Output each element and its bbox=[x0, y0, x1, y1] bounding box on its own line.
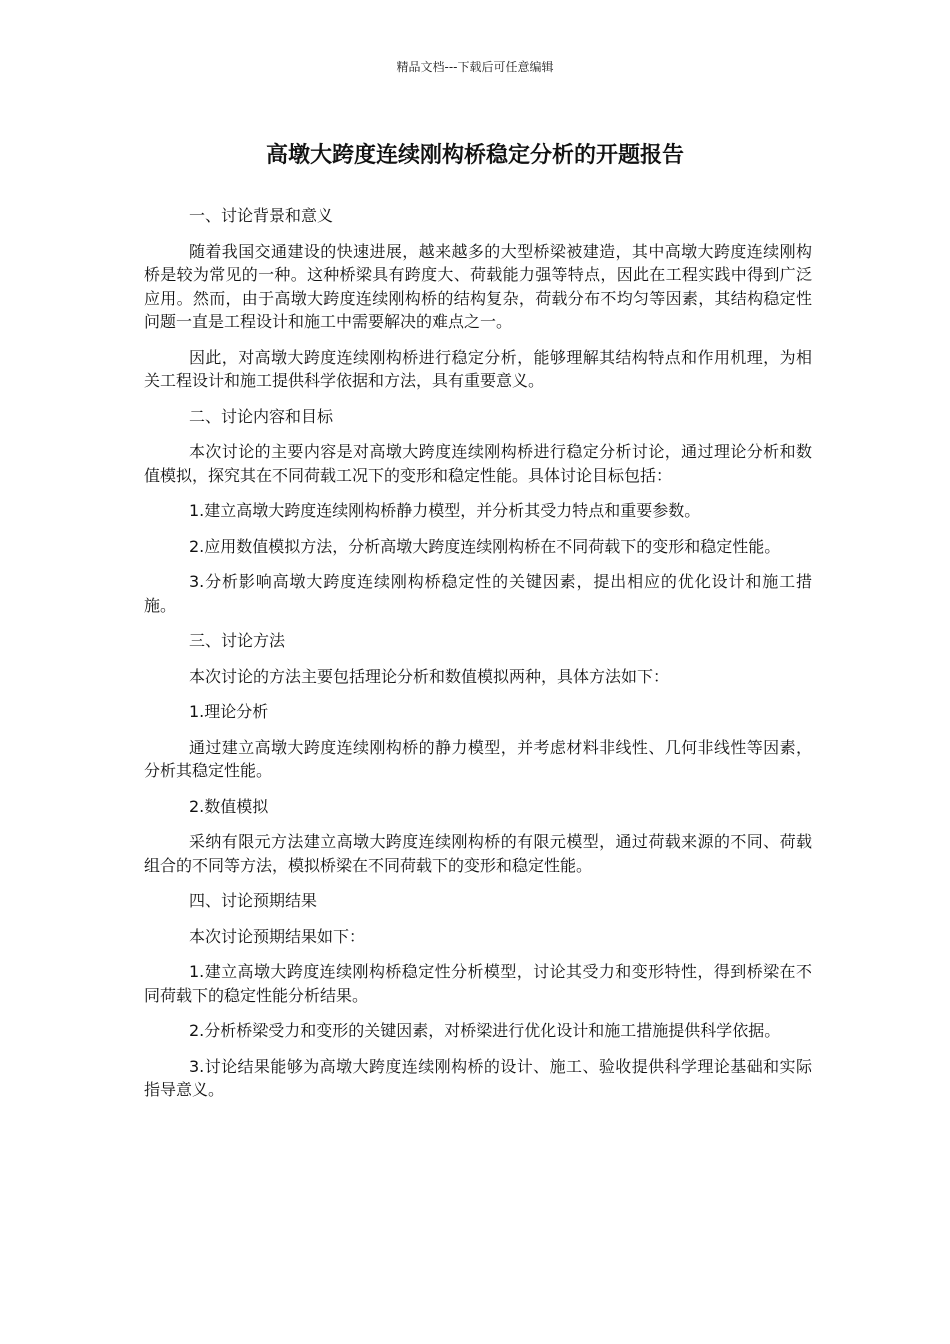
paragraph: 本次讨论预期结果如下： bbox=[189, 926, 366, 946]
section-heading-content: 二、讨论内容和目标 bbox=[189, 406, 334, 426]
section-heading-background: 一、讨论背景和意义 bbox=[189, 206, 334, 225]
subheading: 2.数值模拟 bbox=[189, 796, 269, 816]
subheading: 1.理论分析 bbox=[189, 702, 269, 721]
paragraph: 本次讨论的方法主要包括理论分析和数值模拟两种，具体方法如下： bbox=[189, 666, 670, 686]
document-title: 高墩大跨度连续刚构桥稳定分析的开题报告 bbox=[265, 143, 684, 168]
list-item: 1.建立高墩大跨度连续刚构桥稳定性分析模型，讨论其受力和变形特性，得到桥梁在不同荷载下的稳定性能分析结果。 bbox=[144, 962, 812, 1005]
list-item: 3.分析影响高墩大跨度连续刚构桥稳定性的关键因素，提出相应的优化设计和施工措施。 bbox=[144, 572, 812, 615]
list-item: 3.讨论结果能够为高墩大跨度连续刚构桥的设计、施工、验收提供科学理论基础和实际指导意义。 bbox=[144, 1056, 812, 1099]
paragraph: 本次讨论的主要内容是对高墩大跨度连续刚构桥进行稳定分析讨论，通过理论分析和数值模拟，探究其在不同荷载工况下的变形和稳定性能。具体讨论目标包括： bbox=[144, 442, 812, 485]
section-heading-method: 三、讨论方法 bbox=[189, 631, 286, 650]
list-item: 2.分析桥梁受力和变形的关键因素，对桥梁进行优化设计和施工措施提供科学依据。 bbox=[189, 1021, 781, 1040]
list-item: 2.应用数值模拟方法，分析高墩大跨度连续刚构桥在不同荷载下的变形和稳定性能。 bbox=[189, 536, 781, 556]
list-item: 1.建立高墩大跨度连续刚构桥静力模型，并分析其受力特点和重要参数。 bbox=[189, 501, 701, 520]
document-body bbox=[144, 204, 812, 1114]
section-heading-results: 四、讨论预期结果 bbox=[189, 891, 318, 910]
header-note: 精品文档---下载后可任意编辑 bbox=[396, 60, 554, 74]
paragraph: 通过建立高墩大跨度连续刚构桥的静力模型，并考虑材料非线性、几何非线性等因素，分析其稳定性能。 bbox=[144, 737, 812, 780]
paragraph: 随着我国交通建设的快速进展，越来越多的大型桥梁被建造，其中高墩大跨度连续刚构桥是较为常见的一种。这种桥梁具有跨度大、荷载能力强等特点，因此在工程实践中得到广泛应用。然而，由于高墩大跨度连续刚构桥的结构复杂，荷载分布不均匀等因素，其结构稳定性问题一直是工程设计和施工中需要解决的难点之一。 bbox=[144, 241, 812, 331]
paragraph: 因此，对高墩大跨度连续刚构桥进行稳定分析，能够理解其结构特点和作用机理，为相关工程设计和施工提供科学依据和方法，具有重要意义。 bbox=[144, 347, 812, 390]
paragraph: 采纳有限元方法建立高墩大跨度连续刚构桥的有限元模型，通过荷载来源的不同、荷载组合的不同等方法，模拟桥梁在不同荷载下的变形和稳定性能。 bbox=[144, 832, 812, 875]
